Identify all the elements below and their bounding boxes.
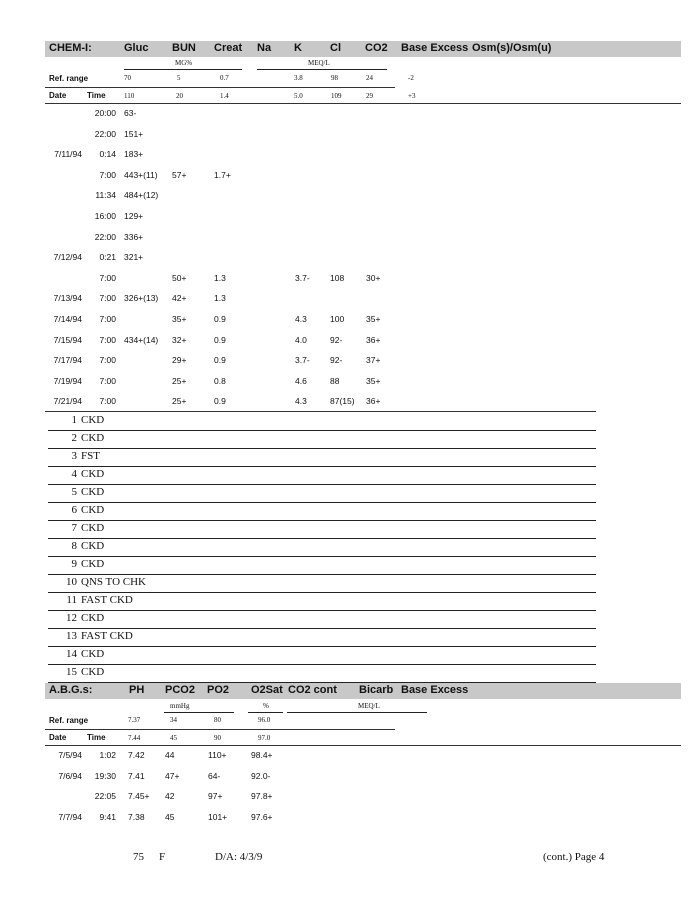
cell-creat: 0.9 (214, 314, 226, 324)
cell-gluc: 326+(13) (124, 293, 159, 303)
cell-co2: 30+ (366, 273, 381, 283)
cell-bun: 25+ (172, 396, 187, 406)
footnote-row (48, 575, 596, 593)
abg-header-band (45, 683, 681, 699)
footnote-number: 13 (66, 630, 77, 642)
cell-time: 22:00 (94, 129, 116, 139)
cell-date: 7/17/94 (53, 355, 82, 365)
cell-bun: 50+ (172, 273, 187, 283)
unit-mg-underline (124, 69, 242, 70)
abg-ref-low-o2sat: 96.0 (258, 716, 271, 724)
cell-time: 7:00 (99, 396, 116, 406)
footnote-row (48, 431, 596, 449)
cell-gluc: 183+ (124, 149, 144, 159)
footnote-text: CKD (81, 558, 105, 570)
cell-k: 4.3 (295, 314, 307, 324)
chem-header-band (45, 41, 681, 57)
cell-creat: 0.9 (214, 335, 226, 345)
chem-ref-label: Ref. range (49, 74, 89, 83)
cell-date: 7/12/94 (53, 252, 82, 262)
cell-k: 4.3 (295, 396, 307, 406)
footnote-text: CKD (81, 486, 105, 498)
cell-bun: 42+ (172, 293, 187, 303)
col-pco2: PCO2 (165, 684, 195, 696)
cell-creat: 1.3 (214, 293, 226, 303)
cell-time: 7:00 (99, 355, 116, 365)
col-base-excess: Base Excess (401, 42, 469, 54)
cell-gluc: 151+ (124, 129, 144, 139)
abg-ref-low-po2: 80 (214, 716, 221, 724)
cell-bun: 35+ (172, 314, 187, 324)
footnote-row (48, 629, 596, 647)
col-osm: Osm(s)/Osm(u) (472, 42, 552, 54)
ref-high-base: +3 (408, 92, 416, 100)
cell-creat: 1.3 (214, 273, 226, 283)
abg-ref-label: Ref. range (49, 716, 89, 725)
cell-gluc: 336+ (124, 232, 144, 242)
abg-cell-pco2: 47+ (165, 771, 180, 781)
abg-title: A.B.G.s: (49, 684, 93, 696)
ref-low-base: -2 (408, 74, 414, 82)
footnote-row (48, 665, 596, 683)
footnote-row (48, 557, 596, 575)
unit-meq: MEQ/L (308, 59, 330, 67)
ref-high-co2: 29 (366, 92, 373, 100)
footnote-text: FST (81, 450, 100, 462)
unit-mg: MG% (175, 59, 193, 67)
ref-divider (45, 87, 395, 88)
footnote-row (48, 467, 596, 485)
unit-mmhg-underline (164, 712, 234, 713)
abg-cell-date: 7/5/94 (58, 750, 82, 760)
cell-time: 7:00 (99, 273, 116, 283)
footnote-row (48, 593, 596, 611)
col-cl: Cl (330, 42, 341, 54)
chem-title: CHEM-I: (49, 42, 92, 54)
cell-creat: 0.8 (214, 376, 226, 386)
footer-sex: F (159, 851, 166, 863)
cell-gluc: 63- (124, 108, 137, 118)
cell-gluc: 434+(14) (124, 335, 159, 345)
footnote-number: 5 (71, 486, 77, 498)
cell-bun: 25+ (172, 376, 187, 386)
cell-co2: 35+ (366, 314, 381, 324)
footnote-number: 4 (71, 468, 77, 480)
cell-time: 16:00 (94, 211, 116, 221)
abg-cell-time: 19:30 (94, 771, 116, 781)
footnote-text: FAST CKD (81, 630, 133, 642)
abg-ref-high-o2sat: 97.0 (258, 734, 271, 742)
abg-ref-high-ph: 7.44 (128, 734, 141, 742)
cell-date: 7/14/94 (53, 314, 82, 324)
abg-cell-ph: 7.41 (128, 771, 145, 781)
abg-ref-low-ph: 7.37 (128, 716, 141, 724)
abg-unit-meq: MEQ/L (358, 702, 380, 710)
cell-time: 0:21 (99, 252, 116, 262)
abg-ref-high-pco2: 45 (170, 734, 177, 742)
ref-low-gluc: 70 (124, 74, 131, 82)
cell-time: 7:00 (99, 335, 116, 345)
abg-cell-o2sat: 92.0- (251, 771, 271, 781)
cell-cl: 92- (330, 355, 343, 365)
cell-cl: 88 (330, 376, 340, 386)
footer-age: 75 (133, 851, 144, 863)
abg-cell-ph: 7.45+ (128, 791, 150, 801)
cell-time: 20:00 (94, 108, 116, 118)
cell-date: 7/13/94 (53, 293, 82, 303)
footnote-row (48, 647, 596, 665)
cell-k: 3.7- (295, 355, 310, 365)
cell-cl: 108 (330, 273, 345, 283)
chem-table-end-line (45, 411, 596, 412)
footnote-text: CKD (81, 432, 105, 444)
ref-low-creat: 0.7 (220, 74, 229, 82)
cell-bun: 32+ (172, 335, 187, 345)
footer-da: D/A: 4/3/9 (215, 851, 263, 863)
abg-cell-ph: 7.42 (128, 750, 145, 760)
footnote-number: 14 (66, 648, 77, 660)
cell-creat: 0.9 (214, 355, 226, 365)
cell-creat: 1.7+ (214, 170, 231, 180)
abg-ref-high-po2: 90 (214, 734, 221, 742)
cell-time: 11:34 (95, 190, 116, 200)
footnote-number: 3 (71, 450, 77, 462)
footnote-number: 6 (71, 504, 77, 516)
col-co2-cont: CO2 cont (288, 684, 337, 696)
cell-gluc: 129+ (124, 211, 144, 221)
footnote-text: CKD (81, 414, 105, 426)
footnote-text: FAST CKD (81, 594, 133, 606)
cell-co2: 36+ (366, 335, 381, 345)
abg-cell-o2sat: 97.8+ (251, 791, 273, 801)
unit-mmhg: mmHg (170, 702, 190, 710)
cell-cl: 92- (330, 335, 343, 345)
footnote-text: CKD (81, 522, 105, 534)
col-co2: CO2 (365, 42, 388, 54)
ref-low-co2: 24 (366, 74, 373, 82)
cell-time: 22:00 (94, 232, 116, 242)
cell-time: 7:00 (99, 293, 116, 303)
cell-bun: 57+ (172, 170, 187, 180)
abg-cell-po2: 110+ (208, 750, 227, 760)
ref-high-cl: 109 (331, 92, 342, 100)
unit-meq-underline (257, 69, 387, 70)
unit-pct-underline (248, 712, 283, 713)
cell-time: 7:00 (99, 314, 116, 324)
col-bun: BUN (172, 42, 196, 54)
unit-pct: % (263, 702, 269, 710)
abg-cell-ph: 7.38 (128, 812, 145, 822)
cell-k: 4.6 (295, 376, 307, 386)
abg-cell-o2sat: 97.6+ (251, 812, 273, 822)
abg-cell-date: 7/6/94 (58, 771, 82, 781)
col-ph: PH (129, 684, 145, 696)
abg-cell-po2: 101+ (208, 812, 228, 822)
ref-low-bun: 5 (177, 74, 181, 82)
footnote-number: 11 (66, 594, 77, 606)
abg-cell-pco2: 44 (165, 750, 175, 760)
cell-creat: 0.9 (214, 396, 226, 406)
footnote-number: 12 (66, 612, 77, 624)
footnote-row (48, 413, 596, 431)
chem-header-divider (45, 103, 681, 104)
footnote-text: CKD (81, 648, 105, 660)
col-po2: PO2 (207, 684, 230, 696)
cell-cl: 100 (330, 314, 345, 324)
cell-k: 3.7- (295, 273, 310, 283)
footnote-number: 7 (71, 522, 77, 534)
footnote-text: CKD (81, 468, 105, 480)
col-bicarb: Bicarb (359, 684, 394, 696)
cell-co2: 35+ (366, 376, 381, 386)
abg-cell-pco2: 45 (165, 812, 175, 822)
cell-time: 7:00 (99, 376, 116, 386)
abg-ref-divider (45, 729, 395, 730)
abg-unit-meq-underline (287, 712, 427, 713)
footnote-text: CKD (81, 540, 105, 552)
col-creat: Creat (214, 42, 243, 54)
cell-bun: 29+ (172, 355, 187, 365)
col-gluc: Gluc (124, 42, 149, 54)
cell-gluc: 484+(12) (124, 190, 159, 200)
footnote-text: CKD (81, 666, 105, 678)
footnote-number: 15 (66, 666, 77, 678)
ref-high-k: 5.0 (294, 92, 303, 100)
ref-high-bun: 20 (176, 92, 183, 100)
col-k: K (294, 42, 302, 54)
cell-co2: 37+ (366, 355, 381, 365)
cell-co2: 36+ (366, 396, 381, 406)
footnote-text: CKD (81, 504, 105, 516)
footnote-number: 1 (71, 414, 77, 426)
cell-date: 7/19/94 (53, 376, 82, 386)
footer-page: (cont.) Page 4 (543, 851, 605, 863)
col-o2sat: O2Sat (251, 684, 283, 696)
cell-date: 7/15/94 (53, 335, 82, 345)
abg-cell-o2sat: 98.4+ (251, 750, 273, 760)
footnote-text: CKD (81, 612, 105, 624)
cell-cl: 87(15) (330, 396, 355, 406)
abg-cell-time: 22:05 (94, 791, 116, 801)
abg-cell-po2: 97+ (208, 791, 223, 801)
chem-date-label: Date (49, 91, 67, 100)
cell-k: 4.0 (295, 335, 307, 345)
cell-date: 7/11/94 (54, 149, 82, 159)
abg-cell-date: 7/7/94 (58, 812, 82, 822)
footnote-number: 9 (71, 558, 77, 570)
footnote-row (48, 611, 596, 629)
footnote-number: 8 (71, 540, 77, 552)
footnote-row (48, 449, 596, 467)
ref-low-cl: 98 (331, 74, 338, 82)
ref-high-creat: 1.4 (220, 92, 229, 100)
col-na: Na (257, 42, 272, 54)
cell-gluc: 321+ (124, 252, 144, 262)
abg-ref-low-pco2: 34 (170, 716, 177, 724)
col-abg-base-excess: Base Excess (401, 684, 469, 696)
abg-cell-po2: 64- (208, 771, 221, 781)
footnote-number: 10 (66, 576, 77, 588)
abg-header-divider (45, 745, 681, 746)
cell-time: 0:14 (99, 149, 116, 159)
cell-time: 7:00 (99, 170, 116, 180)
abg-cell-time: 1:02 (99, 750, 116, 760)
abg-cell-pco2: 42 (165, 791, 175, 801)
footnote-row (48, 539, 596, 557)
abg-cell-time: 9:41 (99, 812, 116, 822)
cell-date: 7/21/94 (53, 396, 82, 406)
abg-date-label: Date (49, 733, 67, 742)
abg-time-label: Time (87, 733, 106, 742)
footnote-number: 2 (71, 432, 77, 444)
footnote-row (48, 485, 596, 503)
chem-time-label: Time (87, 91, 106, 100)
footnote-row (48, 521, 596, 539)
ref-low-k: 3.8 (294, 74, 303, 82)
cell-gluc: 443+(11) (124, 170, 158, 180)
ref-high-gluc: 110 (124, 92, 135, 100)
footnote-row (48, 503, 596, 521)
footnote-text: QNS TO CHK (81, 576, 146, 588)
